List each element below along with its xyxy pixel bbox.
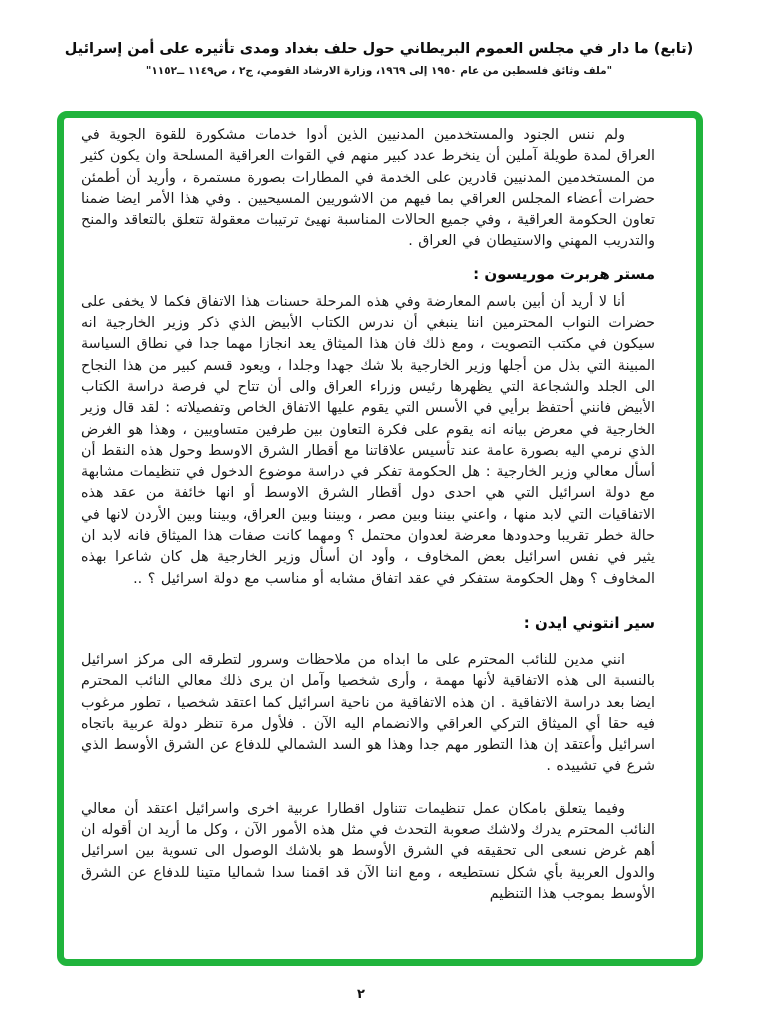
heading-anthony-eden: سير انتوني ايدن : — [523, 613, 655, 632]
paragraph-eden-settlement: وفيما يتعلق بامكان عمل تنظيمات تتناول اقطارا عربية اخرى واسرائيل اعتقد أن معالي النائب المحترم يدرك ولاشك صعوبة التحدث في مثل هذه الأمور الآن ، وكل ما أريد ان أقوله ان أهم غرض نسعى الى تحقيقه في الشرق الأوسط هو بلاشك الوصول الى تسوية بين اسرائيل والدول العربية بأي شكل نستطيعه ، ومع اننا الآن قد اقمنا سدا شماليا متينا للدفاع عن الشرق الأوسط بموجب هذا التنظيم — [81, 800, 655, 902]
heading-herbert-morrison: مستر هربرت موريسون : — [473, 264, 655, 283]
page-title: (تابع) ما دار في مجلس العموم البريطاني حول حلف بغداد ومدى تأثيره على أمن إسرائيل — [64, 41, 694, 57]
document-header — [0, 38, 758, 79]
paragraph-eden-reply: انني مدين للنائب المحترم على ما ابداه من ملاحظات وسرور لتطرقه الى مركز اسرائيل بالنسبة الى هذه الاتفاقية لأنها مهمة ، وأرى شخصيا وآمل ان يرى ذلك معالي النائب المحترم ايضا بعد دراسة الاتفاقية . ان هذه الاتفاقية من ناحية اسرائيل كما اعتقد شخصيا ، تطور مرغوب فيه حقا أي الميثاق التركي العراقي والانضمام اليه الآن . فلأول مرة تنظر دولة عربية باتجاه اسرائيل وأعتقد إن هذا التطور مهم جدا وهذا هو السد الشمالي للدفاع عن الشرق الأوسط الذي شرع في تشييده . — [81, 651, 655, 775]
page-subtitle: "ملف وثائق فلسطين من عام ١٩٥٠ إلى ١٩٦٩، وزارة الارشاد القومي، ج٢ ، ص١١٤٩ ــ١١٥٢" — [145, 65, 613, 77]
green-highlight-frame — [57, 111, 703, 966]
page-number: ٢ — [357, 987, 365, 1002]
paragraph-morrison-statement: أنا لا أريد أن أبين باسم المعارضة وفي هذه المرحلة حسنات هذا الاتفاق فكما لا يخفى على حضرات النواب المحترمين اننا ينبغي أن ندرس الكتاب الأبيض الذي ذكر وزير الخارجية انه سيكون في مكتب التصويت ، ومع ذلك فان هذا الميثاق يعد انجازا مهما جدا في نطاق السياسة المبينة التي بذل من أجلها وزير الخارجية بلا شك جهدا وجلدا ، ويعود قسم كبير من هذا النجاح الى الجلد والشجاعة التي يظهرها رئيس وزراء العراق والى أن تتاح لي فرصة دراسة الكتاب الأبيض فانني أحتفظ برأيي في الأسس التي يقوم عليها الاتفاق الخاص وتفصيلاته : لقد قال وزير الخارجية في معرض بيانه انه يقوم على فكرة التعاون بين طرفين متساويين ، وهذا هو الغرض الذي نرمي اليه بصورة عامة عند تأسيس علاقاتنا مع أقطار الشرق الاوسط وحول هذه النقط أن أسأل معالي وزير الخارجية : هل الحكومة تفكر في دراسة موضوع الدخول في تنظيمات مشابهة مع دولة اسرائيل التي هي احدى دول أقطار الشرق الاوسط أو انها خائفة من عقد هذه الاتفاقيات التي لابد منها ، واعني بيننا وبين مصر ، وبيننا وبين العراق، وبيننا وبين الأردن لانها في حالة خطر تقريبا وحدودها معرضة لعدوان محتمل ؟ ومهما كانت صفات هذا الميثاق فانه لابد ان يثير في نفس اسرائيل بعض المخاوف ، وأود ان أسأل وزير الخارجية هل كان شاعرا بهذه المخاوف ؟ وهل الحكومة ستفكر في عقد اتفاق مشابه أو مناسب مع دولة اسرائيل ؟ .. — [81, 293, 655, 587]
paragraph-air-force-personnel: ولم ننس الجنود والمستخدمين المدنيين الذين أدوا خدمات مشكورة للقوة الجوية في العراق لمدة طويلة آملين أن ينخرط عدد كبير منهم في القوات العراقية المسلحة وان يكون كثير من المستخدمين المدنيين قادرين على الخدمة في المطارات بصورة مستمرة ، وأريد أن أطمئن حضرات أعضاء المجلس العراقي بما فيهم من الاشوريين المسيحيين . وفي هذا الأمر ايضا ضمنا تعاون الحكومة العراقية ، وفي جميع الحالات المناسبة نهيئ ترتيبات معقولة تتعلق بالتعاقد والمنح والتدريب المهني والاستيطان في العراق . — [81, 127, 655, 250]
